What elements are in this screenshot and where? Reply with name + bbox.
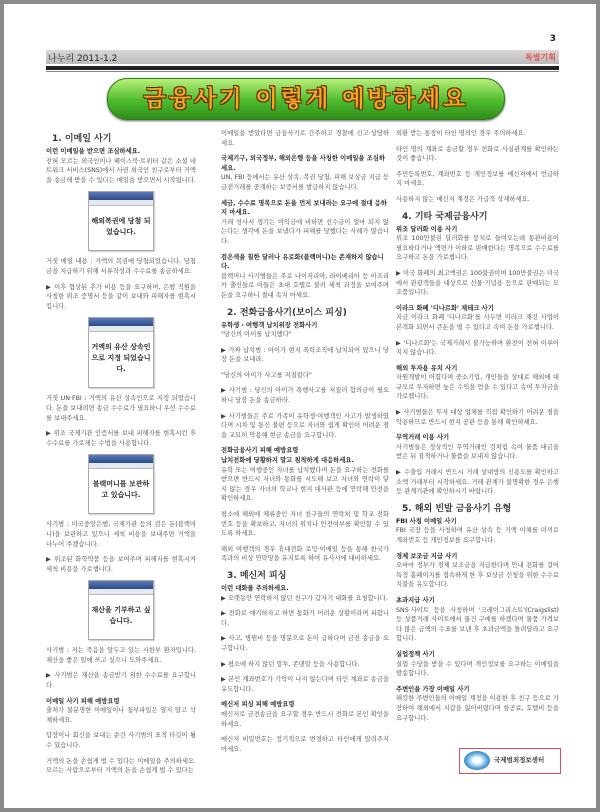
paragraph: 오바마 정부가 경제 보조금을 지급한다며 안내 전화를 걸어 특정 홈페이지를 접속하게 한 후 보상금 신청을 위한 수수료 지불을 유도합니다. [396,562,559,589]
paragraph: 실업 수당을 받을 수 있다며 개인정보를 요구하는 이메일을 발송합니다. [396,660,559,678]
organization-logo [459,748,561,774]
image-caption: 블랙머니를 보관하고 있습니다. [92,480,150,500]
paragraph: 주민등록번호, 계좌번호 등 개인정보를 메신저에서 언급하지 마세요. [396,170,559,188]
subheading: 경제 보조금 지급 사기 [396,552,458,560]
paragraph: ▶ 이후 협상된 추가 비용 등을 요구하며, 은행 직원을 사칭한 위조 증명서 등을 같이 보내와 피해자를 현혹시킵니다. [46,283,196,310]
image-caption: 거액의 유산 상속인으로 지정 되었습니다. [91,343,151,374]
window-titlebar [89,581,153,589]
paragraph: 거짓 UN·FBI : 거액의 유산 상속인으로 지정 되었습니다. 돈을 보내려면 송금 수수료가 필요하니 우선 수수료를 보내주세요. [46,395,196,422]
email-screenshot-image [88,580,154,640]
paragraph: ▶ 위조된 화학약품 등을 보여주며 피해자를 현혹시켜 세척 비용을 가로챕니다. [46,556,196,573]
paragraph: 메신저로 금전송금을 요구할 경우 반드시 전화로 본인 확인을 하세요. [221,710,389,728]
paragraph: ▶ 본인 계좌번호가 기억이 나지 않는다며 타인 계좌로 송금을 유도합니다. [221,676,389,693]
paragraph: "당신의 아이를 납치했다" [221,331,292,339]
globe-icon [464,751,490,770]
paragraph: ▶ 미국 화폐의 최고액권은 100불권이며 100만불권은 미국에서 관광객들을 대상으로 선물·기념용 등으로 판매되는 모조품입니다. [396,269,559,297]
paragraph: 거짓 메일 내용 : 거액의 복권에 당첨되었습니다. 당첨금을 지급하기 위해 서류작성과 수수료를 송금하세요. [46,258,196,275]
subheading: 세금, 수수료 명목으로 돈을 먼저 보내라는 요구에 절대 응하지 마세요. [221,199,387,217]
paragraph: ▶ 수출입 거래시 반드시 거래 상대방의 신용도를 확인하고 소액 거래부터 시작하세요. 거래 관계가 불명확한 경우 은행 등 관계기관에 확인하시기 바랍니다. [396,469,559,496]
paragraph: 메신저 비밀번호는 정기적으로 변경하고 타인에게 알려주지 마세요. [221,736,389,753]
paragraph: SNS·사이트 등을 사칭하며 '크레이그리스트'(Craigslist) 등 상품거래 사이트에서 물건 구매를 하겠다며 물품 가격보다 많은 금액의 수표를 보낸 후 초과금액을 돌려달라고 요구합니다. [396,606,559,643]
paragraph: 사기범들은 정상적인 무역거래인 것처럼 속여 물품 대금을 받은 뒤 잠적하거나 물품을 보내지 않습니다. [396,443,559,461]
section-heading: 3. 메신저 피싱 [227,570,389,582]
subheading: 이라크 화폐 '디나르화' 재테크 사기 [396,304,494,312]
paragraph: ▶ 평소에 하지 않던 말투, 존댓말 등을 사용합니다. [221,660,360,668]
paragraph: ▶ 가짜 납치범 : 아이가 현지 폭력조직에 납치되어 있으니 당장 돈을 보내라. [221,346,389,364]
paragraph: 답장이나 회신을 보내는 순간 사기범의 표적 타깃이 될 수 있습니다. [46,732,196,750]
paragraph: 거래 성사시 생기는 이익금에 비하면 선수금이 얼마 되지 않는다는 생각에 돈을 보냈다가 피해를 당했다는 사례가 많습니다. [221,218,389,245]
paragraph: FBI 국장 등을 사칭하며 유산 상속 등 거액 이체를 미끼로 계좌번호 등 개인정보를 요구합니다. [396,527,559,544]
section-heading: 4. 기타 국제금융사기 [402,211,559,223]
column-2 [221,129,389,799]
window-titlebar [89,318,153,326]
subheading: 위조 달러화 이용 사기 [396,225,458,233]
subheading: 국제기구, 외국정부, 해외은행 등을 사칭한 이메일을 조심하세요. [221,155,385,172]
section-label: 특별기획 [525,53,556,62]
paragraph: 타인 명의 계좌로 송금할 경우 전화로 사실관계를 확인하는 것이 좋습니다. [396,145,559,163]
paragraph: 사기범 : 미국중앙은행, 국제기관 등의 검은 돈(블랙머니)을 보관하고 있으니 세척 비용을 보내주면 거액을 나누어 주겠습니다. [46,521,196,548]
paragraph: 외환 받는 통장이 타인 명의인 경우 주의하세요. [396,130,526,137]
newsletter-page [4,4,596,808]
paragraph: 해외 여행객의 경우 휴대전화 로밍·이메일 등을 통해 한국가족과의 비상 연락망을 유지토록 하여 유사시에 대비하세요. [221,545,389,563]
paragraph: 사용하지 않는 메신저 계정은 가급적 삭제하세요. [396,195,530,203]
paragraph: 사기범 : 저는 죽음을 앞두고 있는 시한부 환자입니다. 재산을 좋은 일에 쓰고 싶으니 도와주세요. [46,647,196,664]
subheading: 이런 대화를 주의하세요. [221,584,289,592]
window-titlebar [89,192,153,200]
section-heading: 2. 전화금융사기(보이스 피싱) [227,307,389,319]
subheading: 무역거래 이용 사기 [396,434,450,442]
column-1 [46,129,196,799]
paragraph: 자원개발이 어렵다며 중소기업, 개인들을 상대로 해외에 대규모로 투자하면 높은 수익을 얻을 수 있다고 속여 투자금을 가로챕니다. [396,374,559,401]
paragraph: ▶ 사기범은 재산을 송금받기 위한 수수료를 요구합니다. [46,672,196,690]
page-title: 금융사기 이렇게 예방하세요 [143,86,469,112]
column-3 [396,129,559,799]
paragraph: 출처가 불분명한 이메일이나 첨부파일은 열지 말고 삭제하세요. [46,707,196,724]
subheading: 초과지급 사기 [396,596,435,604]
section-heading: 5. 해외 빈발 금융사기 유형 [402,503,559,515]
paragraph: 전혀 모르는 외국인이나 페이스북·트위터 같은 소셜 네트워크 서비스(SNS)에서 사귄 외국인 친구로부터 거액을 송금해 받을 수 있다는 메일을 받으면서 시작됩니다. [46,157,196,184]
subheading: 검은색을 칠한 달러나 유로화(블랙머니)는 존재하지 않습니다. [221,253,384,271]
issue-label: 나누리 2011-1.2 [48,54,118,64]
subheading: 이런 이메일을 받으면 조심하세요. [46,148,141,155]
paragraph: ▶ 사고, 병원비 등을 명분으로 돈이 급하다며 금전 송금을 요구합니다. [221,635,389,652]
subheading: 해외 투자용 유치 사기 [396,364,458,372]
header-bar [46,50,559,64]
paragraph: 거액의 돈을 손쉽게 벌 수 있다는 이메일을 주의하세요. 모르는 사람으로부터 거액의 돈을 손쉽게 벌 수 있다는 [46,757,196,775]
paragraph: UN, FBI 등에서는 유산 상속, 복권 당첨, 피해 보상금 지급 등 금전거래를 중개하는 보증서를 발급하지 않습니다. [221,174,389,191]
subheading: 주변인을 가장 이메일 사기 [396,685,470,693]
subheading: FBI 사칭 이메일 사기 [396,517,457,525]
window-titlebar [89,455,153,463]
paragraph: 이메일을 받았다면 금융사기로 간주하고 경찰에 신고·상담하세요. [221,130,389,147]
subheading: 납치전화에 당황하지 말고 침착하게 대응하세요. [221,457,354,465]
email-screenshot-image [88,317,154,388]
paragraph: ▶ '디나르화'는 국제거래시 불가능하며 환전이 전혀 이루어지지 않습니다. [396,339,559,357]
paragraph: 해킹한 주변인들의 이메일 계정을 이용한 후 친구 등으로 가장하여 해외에서 지갑을 잃어버렸다며 항공료, 호텔비 등을 요구합니다. [396,695,559,722]
paragraph: ▶ 위조 국제기관 인증서를 보내 피해자를 현혹시킨 후 수수료를 가로채는 수법을 사용합니다. [46,430,196,447]
image-caption: 해외복권에 당첨 되었습니다. [91,217,151,237]
email-screenshot-image [88,454,154,514]
page-number: 3 [549,34,556,44]
paragraph: 지금 이라크 화폐 '디나르화'를 사두면 이라크 재건 사업이 본격화 되면서 큰돈을 벌 수 있다고 속여 돈을 가로챕니다. [396,314,559,331]
section-heading: 1. 이메일 사기 [52,133,196,145]
subheading: 유학생 · 여행객 납치위장 전화사기 [221,321,318,329]
paragraph: 유학 또는 여행중인 자녀를 납치했다며 돈을 요구하는 전화를 받으면 반드시 자녀와 통화를 시도해 보고 자녀와 연락이 닿지 않는 경우 자녀의 학교나 현지 대사관 등에 연락해 안전을 확인하세요. [221,466,389,503]
subheading: 이메일 사기 피해 예방요령 [46,697,120,705]
paragraph: 위조 100만불권 달러화를 뭉치로 들여오는데 통관비용이 필요하다거나 액면가 이하로 판매한다는 명목으로 수수료를 요구하고 돈을 가로챕니다. [396,235,559,262]
paragraph: 블랙머니 사기범들은 주로 나이지리아, 라이베리아 등 아프리카 출신들로 이들은 초대 호텔로 불러 세척 과정을 보여주며 돈을 요구하니 절대 속지 마세요. [221,272,389,299]
image-caption: 재산을 기부하고 싶습니다. [91,606,151,626]
title-banner [107,78,505,120]
subheading: 실업정책 사기 [396,650,435,658]
paragraph: "당신의 아이가 사고를 저질렀다" [221,371,312,379]
header-divider-thin [46,71,559,72]
paragraph: ▶ 오랫동안 연락하지 않던 친구가 갑자기 대화를 요청합니다. [221,594,388,602]
subheading: 메신저 피싱 피해 예방요령 [221,701,295,709]
header-divider [46,66,559,70]
paragraph: ▶ 사기범들은 주로 가족이 유학생·여행객인 사고가 발생하였다며 시차 및 통신 불편 등으로 자녀와 쉽게 확인이 어려운 점을 교묘히 악용해 현금 송금을 요구합니다. [221,412,389,439]
logo-text: 국제범죄정보센터 [494,756,545,764]
paragraph: 평소에 해외에 체류중인 자녀 친구들의 연락처 및 학교 전화번호 등을 확보하고, 자녀의 위치나 안전여부를 확인할 수 있도록 하세요. [221,511,389,538]
subheading: 전화금융사기 피해 예방요령 [221,447,299,455]
paragraph: ▶ 사기범 : 당신의 아이가 폭행사고를 저질러 합의금이 필요하니 당장 돈을 송금하라. [221,387,389,405]
paragraph: ▶ 전화로 얘기하자고 하면 통화가 어려운 상황이라며 피합니다. [221,610,389,627]
paragraph: ▶ 사기범들은 투자 대상 업체를 직접 확인하기 어려운 점을 악용하므로 반드시 현지 공관 등을 통해 확인하세요. [396,409,559,426]
email-screenshot-image [88,191,154,251]
